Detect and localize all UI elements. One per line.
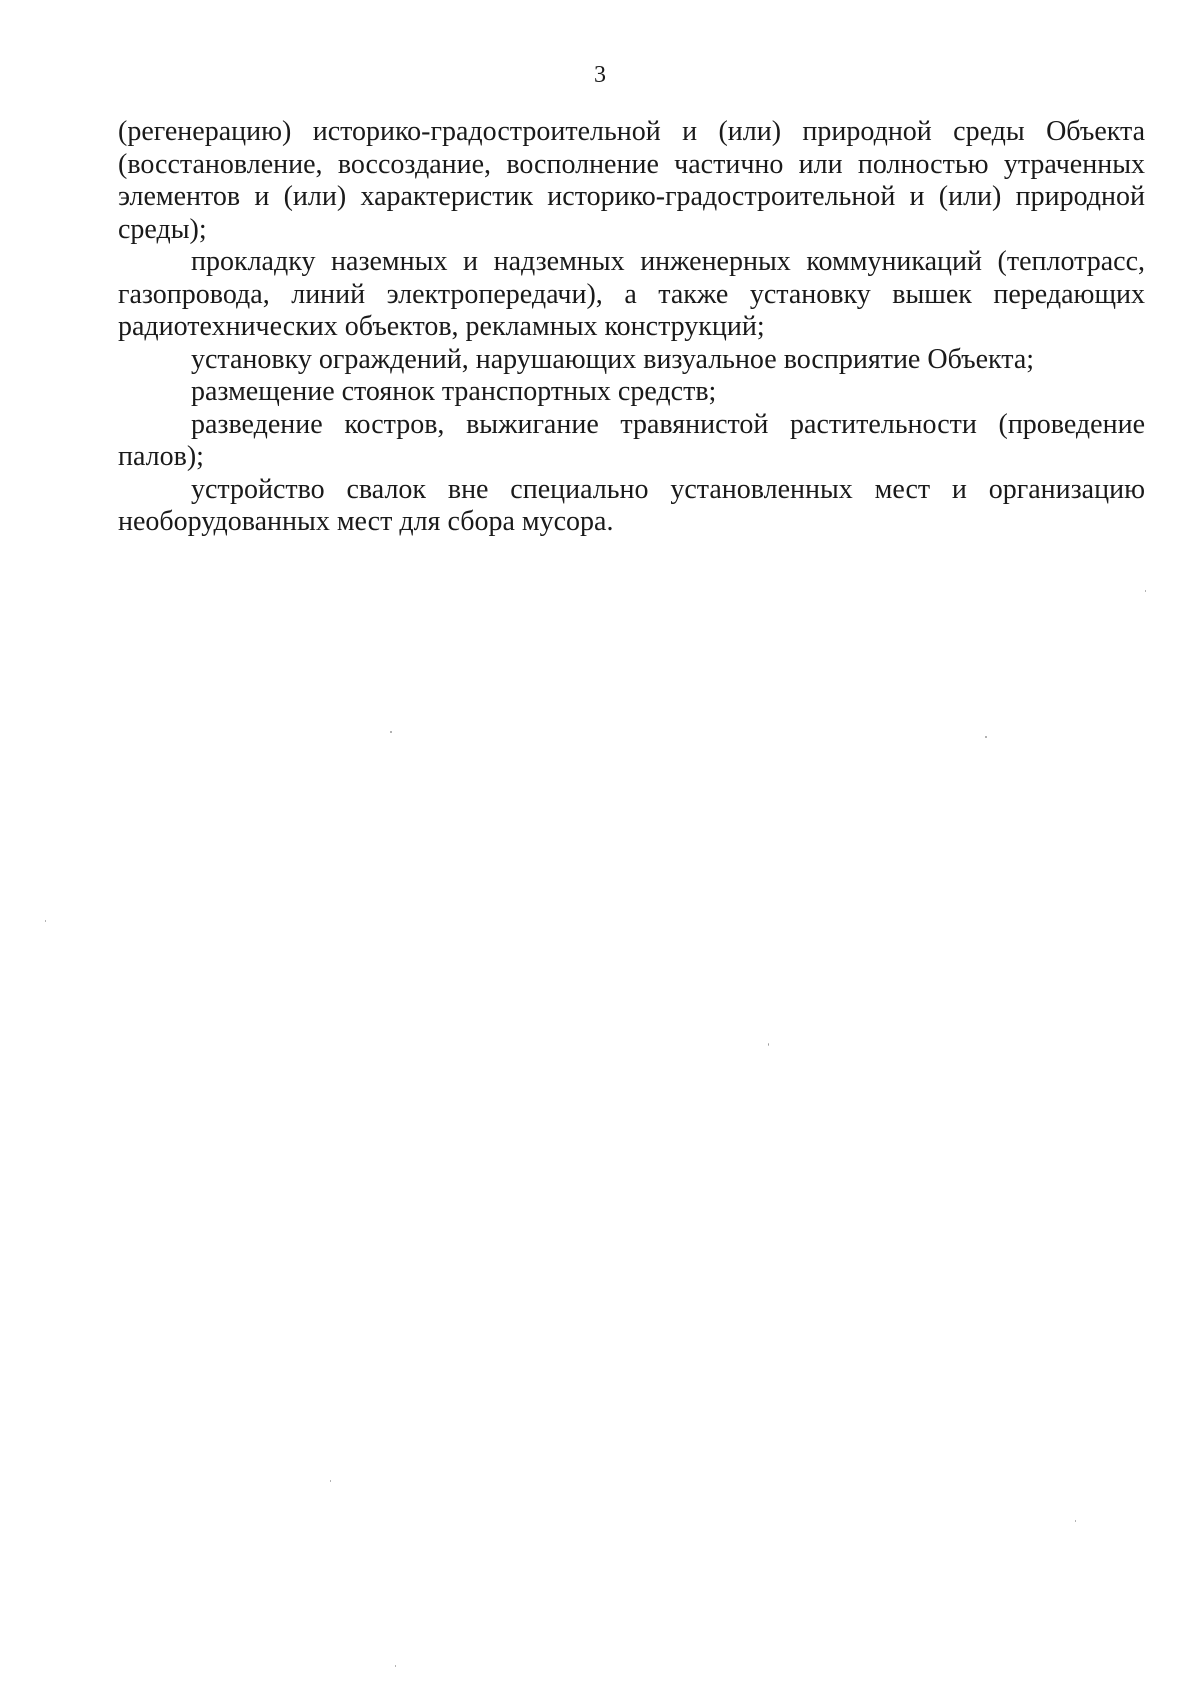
page-number: 3 (594, 62, 606, 88)
scan-speck (45, 920, 46, 922)
paragraph-regeneration: (регенерацию) историко-градостроительной и (или) природной среды Объекта (восстановление, воссоздание, восполнение частично или полностью утраченных элементов и (или) характеристик историко-градостроительной и (или) природной среды); (118, 116, 1145, 245)
paragraph-dumps: устройство свалок вне специально установленных мест и организацию необорудованных мест для сбора мусора. (118, 473, 1145, 537)
document-body (118, 116, 1145, 539)
scan-speck (985, 736, 987, 738)
scan-speck (390, 731, 392, 733)
scan-speck (330, 1480, 331, 1482)
scan-speck (768, 1043, 769, 1046)
paragraph-parking: размещение стоянок транспортных средств; (191, 376, 717, 407)
paragraph-utility-lines: прокладку наземных и надземных инженерных коммуникаций (теплотрасс, газопровода, линий электропередачи), а также установку вышек передающих радиотехнических объектов, рекламных конструкций; (118, 246, 1145, 342)
paragraph-fences: установку ограждений, нарушающих визуальное восприятие Объекта; (191, 343, 1035, 375)
scan-speck (1075, 1520, 1076, 1522)
scan-speck (1145, 590, 1146, 592)
scan-speck (395, 1665, 396, 1667)
paragraph-fires: разведение костров, выжигание травянистой растительности (проведение палов); (118, 408, 1145, 472)
